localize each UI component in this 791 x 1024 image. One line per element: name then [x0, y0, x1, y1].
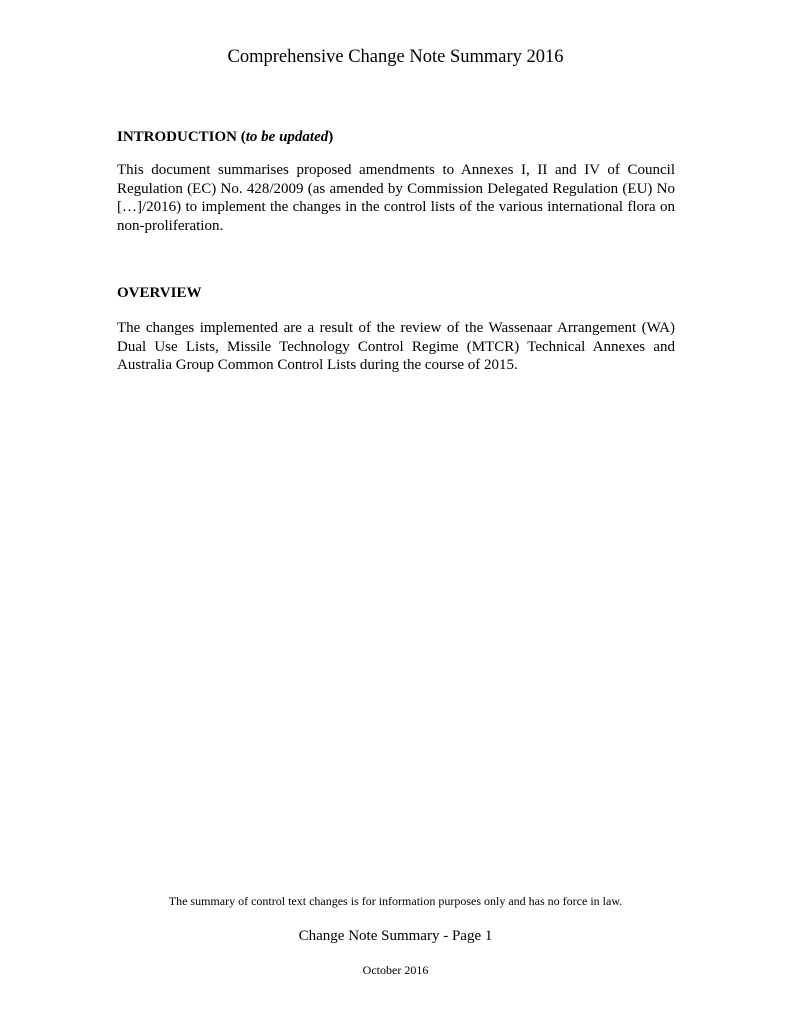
footer-date: October 2016 [362, 963, 429, 977]
footer-page-label: Change Note Summary - Page 1 [298, 928, 493, 944]
introduction-heading [117, 128, 675, 146]
overview-heading: OVERVIEW [117, 285, 202, 301]
overview-paragraph: The changes implemented are a result of the review of the Wassenaar Arrangement (WA) Dual Use Lists, Missile Technology Control Regime (MTCR) Technical Annexes and Australia Group Common Control Lists during the course of 2015. [117, 320, 675, 373]
page-title: Comprehensive Change Note Summary 2016 [227, 47, 564, 67]
legal-disclaimer: The summary of control text changes is for information purposes only and has no force in law. [168, 894, 623, 908]
introduction-heading-paren-open: ( [237, 129, 246, 145]
introduction-update-note: to be updated [245, 129, 329, 145]
introduction-heading-label: INTRODUCTION [117, 129, 238, 145]
introduction-heading-paren-close: ) [328, 129, 334, 145]
introduction-paragraph: This document summarises proposed amendments to Annexes I, II and IV of Council Regulation (EC) No. 428/2009 (as amended by Commission Delegated Regulation (EU) No […]/2016) to implement the changes in the control lists of the various international flora on non-proliferation. [117, 162, 675, 234]
